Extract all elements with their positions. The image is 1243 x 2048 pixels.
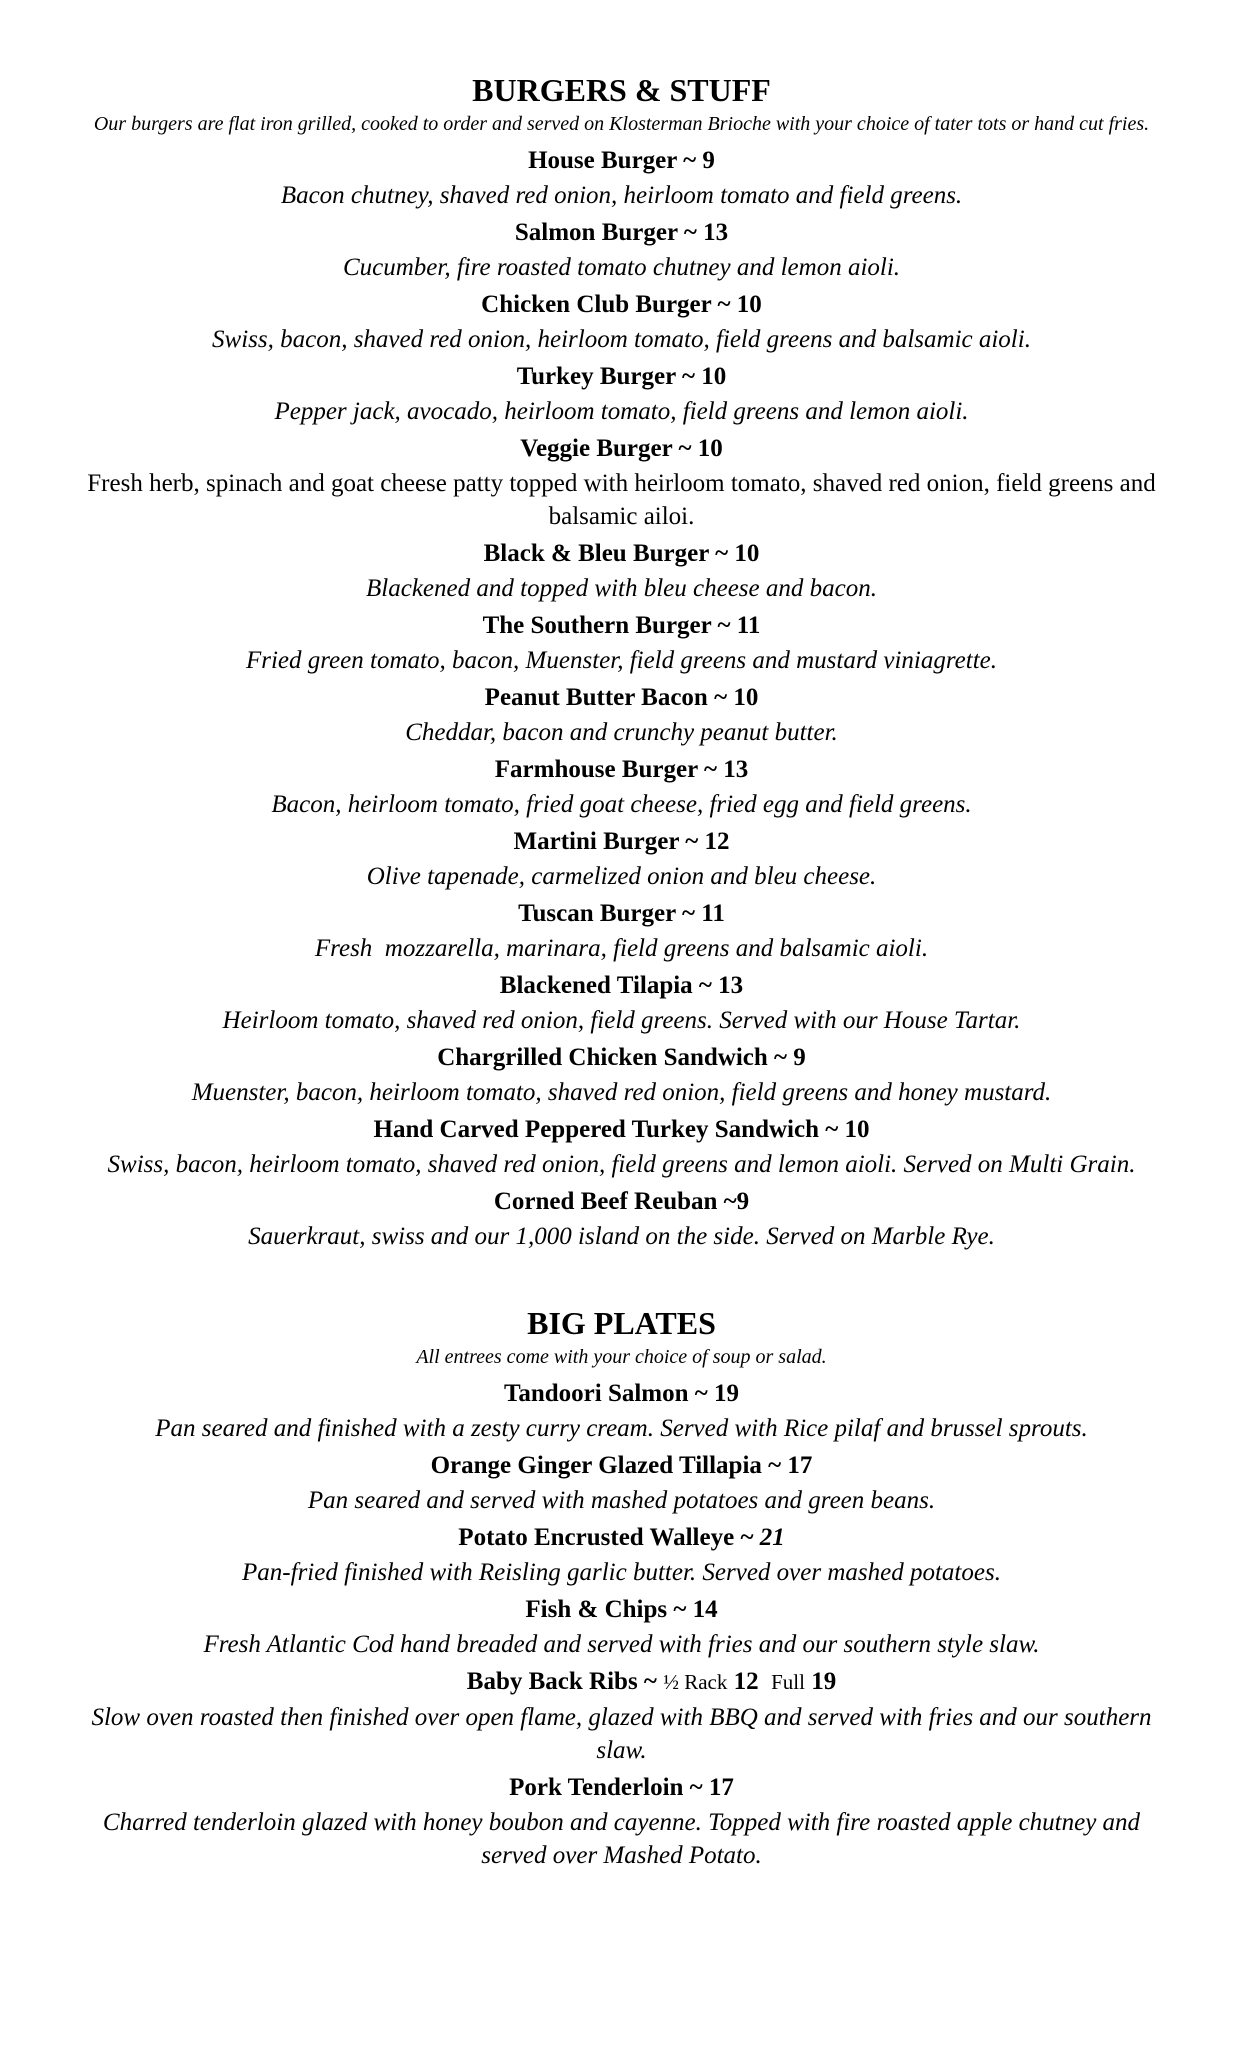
item-title: House Burger ~ 9	[528, 147, 715, 174]
menu-item	[70, 358, 1173, 428]
item-description: Fresh mozzarella, marinara, field greens and balsamic aioli.	[314, 935, 929, 962]
section-subtitle-burgers: Our burgers are flat iron grilled, cooked to order and served on Klosterman Brioche with your choice of tater tots or hand cut fries.	[93, 113, 1150, 135]
item-description: Fresh herb, spinach and goat cheese patty topped with heirloom tomato, shaved red onion, field greens and balsamic ailoi.	[87, 470, 1156, 530]
menu-item	[70, 1039, 1173, 1109]
item-description: Bacon chutney, shaved red onion, heirloom tomato and field greens.	[280, 182, 963, 209]
menu-item	[70, 1519, 1173, 1589]
menu-item	[70, 967, 1173, 1037]
item-title: Veggie Burger ~ 10	[520, 435, 723, 462]
item-title: Hand Carved Peppered Turkey Sandwich ~ 10	[373, 1116, 870, 1143]
item-description: Swiss, bacon, heirloom tomato, shaved red onion, field greens and lemon aioli. Served on Multi Grain.	[107, 1151, 1136, 1178]
item-title: The Southern Burger ~ 11	[482, 612, 761, 639]
section-title-burgers: BURGERS & STUFF	[472, 72, 771, 108]
item-title: Orange Ginger Glazed Tillapia ~ 17	[430, 1452, 813, 1479]
item-name: Baby Back Ribs ~	[466, 1668, 664, 1695]
section-spacer	[70, 1255, 1173, 1303]
item-title: Chicken Club Burger ~ 10	[481, 291, 762, 318]
half-rack-label: ½ Rack	[663, 1670, 728, 1694]
item-title: Blackened Tilapia ~ 13	[499, 972, 744, 999]
half-rack-price: 12	[733, 1668, 759, 1695]
menu-item	[70, 1591, 1173, 1661]
menu-item	[70, 1769, 1173, 1872]
menu-item	[70, 679, 1173, 749]
item-title	[70, 1663, 1173, 1701]
menu-item	[70, 1375, 1173, 1445]
item-title: Chargrilled Chicken Sandwich ~ 9	[437, 1044, 806, 1071]
menu-item	[70, 286, 1173, 356]
menu-item	[70, 751, 1173, 821]
menu-item	[70, 214, 1173, 284]
menu-item	[70, 535, 1173, 605]
item-description: Fresh Atlantic Cod hand breaded and served with fries and our southern style slaw.	[203, 1631, 1040, 1658]
section-subtitle-big-plates: All entrees come with your choice of soup or salad.	[416, 1346, 827, 1368]
menu-item	[70, 895, 1173, 965]
item-title	[70, 1519, 1173, 1556]
item-description: Bacon, heirloom tomato, fried goat cheese, fried egg and field greens.	[271, 791, 972, 818]
full-rack-label: Full	[771, 1670, 805, 1694]
item-description: Sauerkraut, swiss and our 1,000 island on the side. Served on Marble Rye.	[248, 1223, 995, 1250]
item-description: Pan seared and finished with a zesty curry cream. Served with Rice pilaf and brussel sprouts.	[155, 1415, 1088, 1442]
item-description: Olive tapenade, carmelized onion and bleu cheese.	[366, 863, 877, 890]
item-description: Swiss, bacon, shaved red onion, heirloom tomato, field greens and balsamic aioli.	[212, 326, 1031, 353]
menu-item	[70, 607, 1173, 677]
item-title: Black & Bleu Burger ~ 10	[483, 540, 760, 567]
menu-item	[70, 1183, 1173, 1253]
item-title: Peanut Butter Bacon ~ 10	[484, 684, 759, 711]
item-description: Charred tenderloin glazed with honey boubon and cayenne. Topped with fire roasted apple chutney and served over Mashed Potato.	[102, 1809, 1141, 1869]
item-title: Turkey Burger ~ 10	[516, 363, 727, 390]
menu-item	[70, 1111, 1173, 1181]
item-description: Blackened and topped with bleu cheese and bacon.	[366, 575, 877, 602]
item-title: Tandoori Salmon ~ 19	[503, 1380, 740, 1407]
item-title: Corned Beef Reuban ~9	[493, 1188, 750, 1215]
item-price: 21	[759, 1524, 785, 1551]
item-title: Martini Burger ~ 12	[513, 828, 730, 855]
item-title: Pork Tenderloin ~ 17	[509, 1774, 734, 1801]
section-title-big-plates: BIG PLATES	[527, 1305, 716, 1341]
menu-page	[70, 70, 1173, 1874]
full-rack-price: 19	[811, 1668, 837, 1695]
item-description: Pepper jack, avocado, heirloom tomato, field greens and lemon aioli.	[274, 398, 969, 425]
item-description: Pan-fried finished with Reisling garlic butter. Served over mashed potatoes.	[242, 1559, 1001, 1586]
item-description: Pan seared and served with mashed potatoes and green beans.	[307, 1487, 936, 1514]
item-description: Cheddar, bacon and crunchy peanut butter.	[405, 719, 838, 746]
item-title: Salmon Burger ~ 13	[514, 219, 729, 246]
item-description: Cucumber, fire roasted tomato chutney and lemon aioli.	[342, 254, 901, 281]
item-title: Farmhouse Burger ~ 13	[494, 756, 749, 783]
item-title: Tuscan Burger ~ 11	[518, 900, 725, 927]
menu-item	[70, 1663, 1173, 1767]
item-description: Muenster, bacon, heirloom tomato, shaved red onion, field greens and honey mustard.	[191, 1079, 1052, 1106]
item-description: Heirloom tomato, shaved red onion, field greens. Served with our House Tartar.	[222, 1007, 1021, 1034]
item-description: Slow oven roasted then finished over open flame, glazed with BBQ and served with fries and our southern slaw.	[91, 1704, 1152, 1764]
menu-item	[70, 1447, 1173, 1517]
menu-item	[70, 823, 1173, 893]
menu-item	[70, 430, 1173, 533]
menu-item	[70, 142, 1173, 212]
item-title: Fish & Chips ~ 14	[525, 1596, 718, 1623]
item-description: Fried green tomato, bacon, Muenster, field greens and mustard viniagrette.	[245, 647, 998, 674]
item-name: Potato Encrusted Walleye ~	[458, 1524, 760, 1551]
